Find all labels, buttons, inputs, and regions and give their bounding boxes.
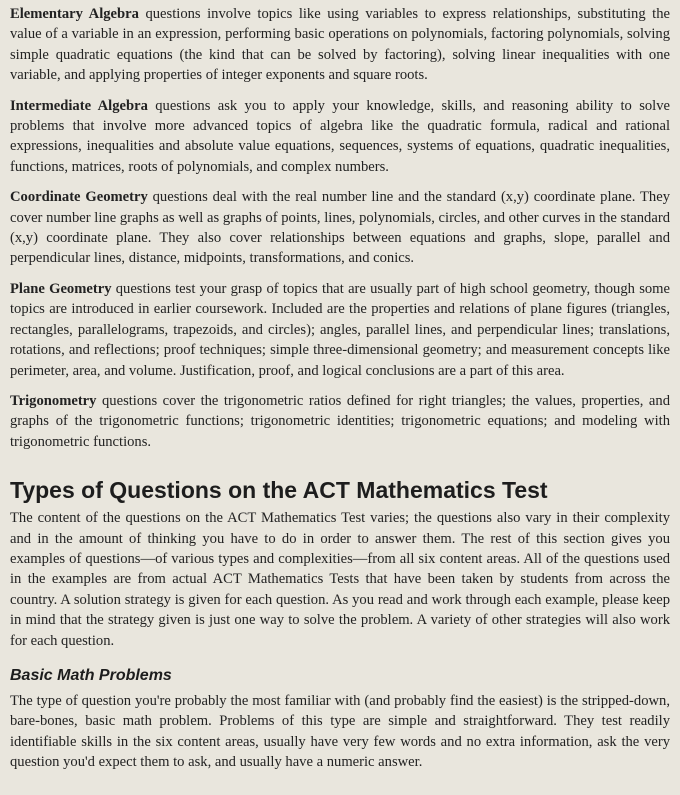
topic-plane-geometry — [10, 279, 670, 381]
topic-text: questions involve topics like using variables to express relationships, substituting the value of a variable in an expression, performing basic operations on polynomials, factoring polynomials, solving simple quadratic equations (the kind that can be solved by factoring), solving linear inequalities with one variable, and applying properties of integer exponents and square roots. — [10, 6, 670, 84]
topic-term: Trigonometry — [10, 392, 97, 409]
topic-elementary-algebra — [10, 4, 670, 86]
topic-term: Plane Geometry — [10, 280, 112, 297]
topic-text: questions ask you to apply your knowledge, skills, and reasoning ability to solve problems that involve more advanced topics of algebra like the quadratic formula, radical and rational expressions, inequalities and absolute value equations, sequences, systems of equations, quadratic inequalities, functions, matrices, roots of polynomials, and complex numbers. — [10, 97, 670, 175]
topic-term: Intermediate Algebra — [10, 97, 148, 114]
section-body: The content of the questions on the ACT Mathematics Test varies; the questions also vary in their complexity and in the amount of thinking you have to do in order to answer them. The rest of this section gives you examples of questions—of various types and complexities—from all six content areas. All of the questions used in the examples are from actual ACT Mathematics Tests that have been taken by students from across the country. A solution strategy is given for each question. As you read and work through each example, please keep in mind that the strategy given is just one way to solve the problem. A variety of other strategies will also work for each question. — [10, 510, 670, 649]
topic-trigonometry — [10, 391, 670, 452]
section-heading: Types of Questions on the ACT Mathematics Test — [10, 477, 548, 504]
topic-coordinate-geometry — [10, 187, 670, 269]
topic-text: questions test your grasp of topics that are usually part of high school geometry, though some topics are introduced in earlier coursework. Included are the properties and relations of plane figures (triangles, rectangles, parallelograms, trapezoids, and circles); angles, parallel lines, and perpendicular lines; translations, rotations, and reflections; proof techniques; simple three-dimensional geometry; and measurement concepts like perimeter, area, and volume. Justification, proof, and logical conclusions are a part of this area. — [10, 280, 670, 379]
subsection-body: The type of question you're probably the most familiar with (and probably find the easiest) is the stripped-down, bare-bones, basic math problem. Problems of this type are simple and straightforward. They test readily identifiable skills in the six content areas, usually have very few words and no extra information, ask the very question you'd expect them to ask, and usually have a numeric answer. — [10, 692, 670, 771]
topic-term: Elementary Algebra — [10, 6, 139, 22]
subsection-heading: Basic Math Problems — [10, 666, 172, 684]
topic-text: questions deal with the real number line and the standard (x,y) coordinate plane. They cover number line graphs as well as graphs of points, lines, polynomials, circles, and other curves in the standard (x,y) coordinate plane. They also cover relationships between equations and graphs, slope, parallel and perpendicular lines, distance, midpoints, transformations, and conics. — [10, 189, 670, 267]
topic-intermediate-algebra — [10, 96, 670, 178]
topic-text: questions cover the trigonometric ratios defined for right triangles; the values, properties, and graphs of the trigonometric functions; trigonometric identities; trigonometric equations; and modeling with trigonometric functions. — [10, 392, 670, 450]
topic-term: Coordinate Geometry — [10, 189, 148, 206]
